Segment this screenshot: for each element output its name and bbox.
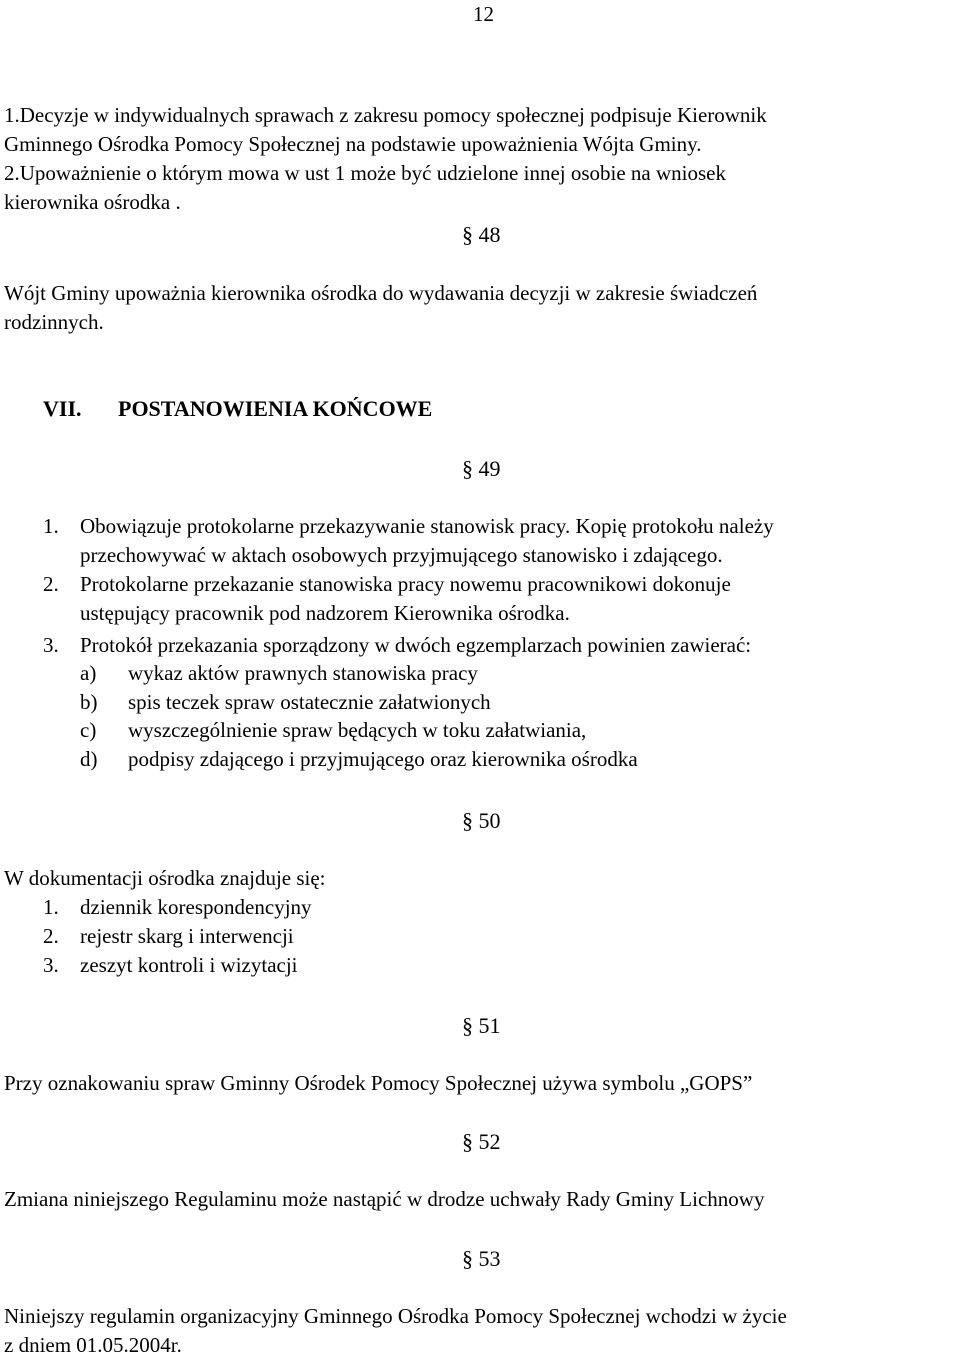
item-line-2: przechowywać w aktach osobowych przyjmującego stanowisko i zdającego.	[80, 543, 723, 567]
item-text: zeszyt kontroli i wizytacji	[80, 953, 298, 977]
item-text: rejestr skarg i interwencji	[80, 924, 294, 948]
subitem-letter: a)	[80, 661, 97, 685]
intro-line-3: 2.Upoważnienie o którym mowa w ust 1 może być udzielone innej osobie na wniosek	[4, 161, 726, 185]
section-50-label: § 50	[462, 808, 501, 833]
section-51-text: Przy oznakowaniu spraw Gminny Ośrodek Pomocy Społecznej używa symbolu „GOPS”	[4, 1071, 753, 1095]
subitem-letter: d)	[80, 747, 98, 771]
item-number: 2.	[43, 572, 59, 596]
page-number: 12	[473, 2, 494, 26]
section-48-line-2: rodzinnych.	[4, 310, 104, 334]
section-48-line-1: Wójt Gminy upoważnia kierownika ośrodka do wydawania decyzji w zakresie świadczeń	[4, 281, 758, 305]
subitem-letter: b)	[80, 690, 98, 714]
section-48-label: § 48	[462, 222, 501, 247]
section-50-intro: W dokumentacji ośrodka znajduje się:	[4, 866, 326, 890]
subitem-text: wyszczególnienie spraw będących w toku załatwiania,	[128, 718, 587, 742]
item-number: 2.	[43, 924, 59, 948]
section-53-line-2: z dniem 01.05.2004r.	[4, 1333, 182, 1357]
intro-line-4: kierownika ośrodka .	[4, 190, 181, 214]
section-52-text: Zmiana niniejszego Regulaminu może nastąpić w drodze uchwały Rady Gminy Lichnowy	[4, 1187, 765, 1211]
subitem-text: wykaz aktów prawnych stanowiska pracy	[128, 661, 478, 685]
item-number: 1.	[43, 514, 59, 538]
item-line-1: Obowiązuje protokolarne przekazywanie stanowisk pracy. Kopię protokołu należy	[80, 514, 774, 538]
section-51-label: § 51	[462, 1013, 501, 1038]
chapter-number: VII.	[43, 396, 82, 421]
intro-line-2: Gminnego Ośrodka Pomocy Społecznej na podstawie upoważnienia Wójta Gminy.	[4, 132, 702, 156]
subitem-text: podpisy zdającego i przyjmującego oraz kierownika ośrodka	[128, 747, 638, 771]
subitem-text: spis teczek spraw ostatecznie załatwionych	[128, 690, 491, 714]
section-49-label: § 49	[462, 456, 501, 481]
item-line-1: Protokolarne przekazanie stanowiska pracy nowemu pracownikowi dokonuje	[80, 572, 731, 596]
section-53-label: § 53	[462, 1246, 501, 1271]
item-line-1: Protokół przekazania sporządzony w dwóch egzemplarzach powinien zawierać:	[80, 633, 752, 657]
intro-line-1: 1.Decyzje w indywidualnych sprawach z zakresu pomocy społecznej podpisuje Kierownik	[4, 103, 767, 127]
chapter-title: POSTANOWIENIA KOŃCOWE	[118, 396, 433, 421]
item-number: 1.	[43, 895, 59, 919]
item-number: 3.	[43, 953, 59, 977]
section-52-label: § 52	[462, 1129, 501, 1154]
subitem-letter: c)	[80, 718, 97, 742]
section-53-line-1: Niniejszy regulamin organizacyjny Gminnego Ośrodka Pomocy Społecznej wchodzi w życie	[4, 1304, 787, 1328]
item-number: 3.	[43, 633, 59, 657]
item-text: dziennik korespondencyjny	[80, 895, 312, 919]
item-line-2: ustępujący pracownik pod nadzorem Kierownika ośrodka.	[80, 601, 570, 625]
